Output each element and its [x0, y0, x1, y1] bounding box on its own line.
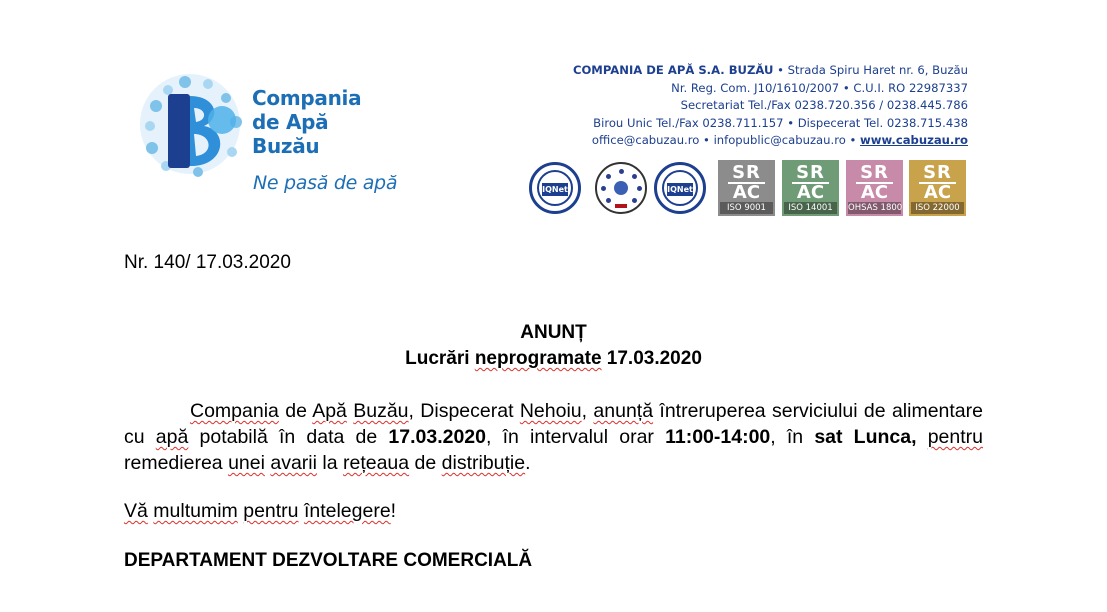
contact-line-1: COMPANIA DE APĂ S.A. BUZĂU • Strada Spiru Haret nr. 6, Buzău: [572, 63, 968, 77]
document-number: Nr. 140/ 17.03.2020: [124, 252, 291, 273]
contact-line-3: [573, 97, 968, 115]
accreditation-seal-icon: [595, 162, 647, 214]
company-name: COMPANIA DE APĂ S.A. BUZĂU: [572, 63, 774, 77]
interruption-date: 17.03.2020: [388, 426, 487, 448]
contact-info: [573, 62, 968, 150]
office-email-link[interactable]: office@cabuzau.ro: [591, 133, 700, 148]
dispecerat-phone: Dispecerat Tel. 0238.715.438: [797, 115, 968, 130]
contact-line-4: Birou Unic Tel./Fax 0238.711.157 • Dispecerat Tel. 0238.715.438: [593, 115, 968, 130]
closing-thanks: Vă multumim pentru întelegere!: [124, 500, 397, 522]
company-logo: [138, 72, 418, 202]
sa8000-iqnet-seal-icon: IQNet: [529, 162, 581, 214]
contact-line-5: office@cabuzau.ro • infopublic@cabuzau.ro • www.cabuzau.ro: [591, 133, 968, 148]
certification-badges: [529, 158, 969, 218]
company-address: Strada Spiru Haret nr. 6, Buzău: [787, 63, 968, 77]
brand-name: [252, 86, 361, 158]
interruption-location: sat Lunca,: [814, 426, 917, 448]
brand-name-line1: Compania: [252, 86, 362, 110]
infopublic-email-link[interactable]: infopublic@cabuzau.ro: [713, 133, 846, 148]
srac-iso9001-icon: SR AC ISO 9001: [718, 160, 775, 216]
brand-tagline: Ne pasă de apă: [253, 172, 398, 194]
announcement-title: ANUNȚ: [520, 322, 587, 343]
srac-iso14001-icon: SR AC ISO 14001: [782, 160, 839, 216]
department-signature: DEPARTAMENT DEZVOLTARE COMERCIALĂ: [124, 550, 533, 571]
announcement-subtitle: Lucrări neprogramate 17.03.2020: [405, 348, 702, 369]
iqnet-seal-icon: IQNet: [654, 162, 706, 214]
website-link[interactable]: www.cabuzau.ro: [860, 133, 968, 148]
cui: C.U.I. RO 22987337: [853, 80, 968, 95]
contact-line-2: Nr. Reg. Com. J10/1610/2007 • C.U.I. RO 22987337: [671, 80, 968, 95]
brand-name-line2: de Apă: [252, 110, 329, 134]
reg-com: Nr. Reg. Com. J10/1610/2007: [671, 80, 840, 95]
brand-name-line3: Buzău: [252, 134, 320, 158]
water-drop-b-logo-icon: [138, 72, 248, 182]
birou-phone: Birou Unic Tel./Fax 0238.711.157: [593, 115, 784, 130]
interruption-interval: 11:00-14:00: [665, 426, 771, 448]
announcement-body: Compania de Apă Buzău, Dispecerat Nehoiu, anunță întreruperea serviciului de alimentare cu apă potabilă în data de 17.03.2020, în intervalul orar 11:00-14:00, în sat Lunca, pentru remedierea unei avarii la rețeaua de distribuție.: [124, 400, 983, 474]
secretariat-phone: Secretariat Tel./Fax 0238.720.356 / 0238.445.786: [680, 98, 968, 113]
srac-ohsas18001-icon: SR AC OHSAS 18001: [846, 160, 903, 216]
srac-iso22000-icon: SR AC ISO 22000: [909, 160, 966, 216]
